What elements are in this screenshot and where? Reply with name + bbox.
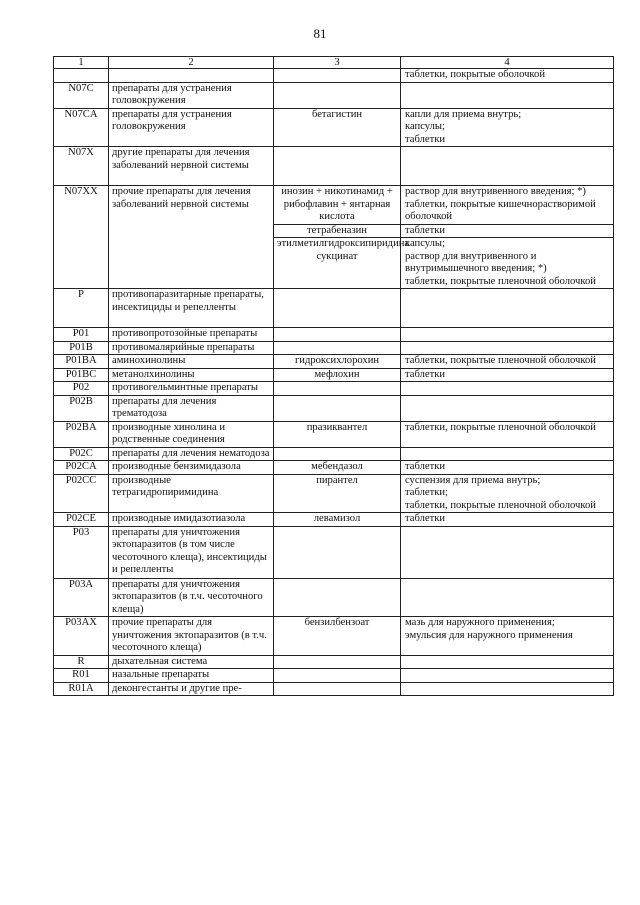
- substance-cell: [274, 82, 401, 108]
- code-cell: N07CA: [54, 108, 109, 147]
- form-cell: таблетки, покрытые пленочной оболочкой: [401, 355, 614, 369]
- code-cell: N07C: [54, 82, 109, 108]
- form-cell: раствор для внутривенного введения; *) таблетки, покрытые кишечнорастворимой оболочкой: [401, 186, 614, 225]
- table-row: [54, 368, 614, 382]
- code-cell: P: [54, 289, 109, 328]
- code-cell: P02CE: [54, 513, 109, 527]
- form-cell: [401, 328, 614, 342]
- name-cell: препараты для устранения головокружения: [109, 108, 274, 147]
- code-cell: P01: [54, 328, 109, 342]
- form-cell: таблетки: [401, 224, 614, 238]
- table-row: [54, 655, 614, 669]
- form-cell: [401, 382, 614, 396]
- substance-cell: [274, 669, 401, 683]
- code-cell: P01BC: [54, 368, 109, 382]
- code-cell: R01A: [54, 682, 109, 696]
- substance-cell: [274, 655, 401, 669]
- header-col-4: 4: [401, 57, 614, 69]
- substance-cell: инозин + никотинамид + рибофлавин + янтарная кислота: [274, 186, 401, 225]
- name-cell: препараты для устранения головокружения: [109, 82, 274, 108]
- form-cell: таблетки, покрытые пленочной оболочкой: [401, 421, 614, 447]
- table-row: [54, 447, 614, 461]
- name-cell: производные бензимидазола: [109, 461, 274, 475]
- table-row: [54, 108, 614, 147]
- code-cell: R: [54, 655, 109, 669]
- form-cell: суспензия для приема внутрь; таблетки; таблетки, покрытые пленочной оболочкой: [401, 474, 614, 513]
- form-cell: [401, 289, 614, 328]
- table-row: [54, 147, 614, 186]
- substance-cell: этилметилгидроксипиридина сукцинат: [274, 238, 401, 289]
- code-cell: P02CC: [54, 474, 109, 513]
- name-cell: препараты для лечения трематодоза: [109, 395, 274, 421]
- substance-cell: гидроксихлорохин: [274, 355, 401, 369]
- code-cell: N07X: [54, 147, 109, 186]
- substance-cell: левамизол: [274, 513, 401, 527]
- substance-cell: бензилбензоат: [274, 617, 401, 656]
- substance-cell: [274, 69, 401, 83]
- name-cell: противомалярийные препараты: [109, 341, 274, 355]
- table-row: [54, 526, 614, 578]
- table-row: [54, 395, 614, 421]
- code-cell: P02B: [54, 395, 109, 421]
- name-cell: препараты для лечения нематодоза: [109, 447, 274, 461]
- code-cell: P02: [54, 382, 109, 396]
- name-cell: аминохинолины: [109, 355, 274, 369]
- code-cell: P01BA: [54, 355, 109, 369]
- table-row: [54, 289, 614, 328]
- table-row: [54, 682, 614, 696]
- form-cell: мазь для наружного применения; эмульсия для наружного применения: [401, 617, 614, 656]
- form-cell: [401, 682, 614, 696]
- form-cell: капсулы; раствор для внутривенного и внутримышечного введения; *) таблетки, покрытые пленочной оболочкой: [401, 238, 614, 289]
- name-cell: производные тетрагидропиримидина: [109, 474, 274, 513]
- code-cell: P01B: [54, 341, 109, 355]
- code-cell: [54, 69, 109, 83]
- name-cell: противопротозойные препараты: [109, 328, 274, 342]
- substance-cell: [274, 147, 401, 186]
- substance-cell: [274, 682, 401, 696]
- substance-cell: пирантел: [274, 474, 401, 513]
- header-row: [54, 57, 614, 69]
- substance-cell: [274, 578, 401, 617]
- code-cell: P03A: [54, 578, 109, 617]
- form-cell: [401, 526, 614, 578]
- table-row: [54, 82, 614, 108]
- form-cell: [401, 395, 614, 421]
- substance-cell: мебендазол: [274, 461, 401, 475]
- table-row: [54, 617, 614, 656]
- form-cell: таблетки, покрытые оболочкой: [401, 69, 614, 83]
- form-cell: таблетки: [401, 461, 614, 475]
- name-cell: метанолхинолины: [109, 368, 274, 382]
- form-cell: таблетки: [401, 513, 614, 527]
- code-cell: P03: [54, 526, 109, 578]
- code-cell: P02C: [54, 447, 109, 461]
- table-row: [54, 474, 614, 513]
- substance-cell: [274, 341, 401, 355]
- substance-cell: [274, 382, 401, 396]
- name-cell: противогельминтные препараты: [109, 382, 274, 396]
- header-col-3: 3: [274, 57, 401, 69]
- table-row: [54, 461, 614, 475]
- table-row: [54, 382, 614, 396]
- code-cell: P03AX: [54, 617, 109, 656]
- code-cell: P02BA: [54, 421, 109, 447]
- name-cell: прочие препараты для уничтожения эктопаразитов (в т.ч. чесоточного клеща): [109, 617, 274, 656]
- form-cell: [401, 147, 614, 186]
- substance-cell: [274, 328, 401, 342]
- substance-cell: [274, 447, 401, 461]
- continuation-row: [54, 69, 614, 83]
- name-cell: препараты для уничтожения эктопаразитов (в т.ч. чесоточного клеща): [109, 578, 274, 617]
- table-row: [54, 186, 614, 225]
- form-cell: [401, 669, 614, 683]
- code-cell: N07XX: [54, 186, 109, 289]
- name-cell: производные имидазотиазола: [109, 513, 274, 527]
- name-cell: [109, 69, 274, 83]
- substance-cell: [274, 289, 401, 328]
- form-cell: [401, 578, 614, 617]
- name-cell: препараты для уничтожения эктопаразитов (в том числе чесоточного клеща), инсектициды и репелленты: [109, 526, 274, 578]
- header-col-2: 2: [109, 57, 274, 69]
- substance-cell: бетагистин: [274, 108, 401, 147]
- name-cell: противопаразитарные препараты, инсектициды и репелленты: [109, 289, 274, 328]
- substance-cell: тетрабеназин: [274, 224, 401, 238]
- name-cell: деконгестанты и другие пре-: [109, 682, 274, 696]
- substance-cell: [274, 395, 401, 421]
- name-cell: назальные препараты: [109, 669, 274, 683]
- substance-cell: [274, 526, 401, 578]
- form-cell: [401, 341, 614, 355]
- form-cell: [401, 82, 614, 108]
- name-cell: дыхательная система: [109, 655, 274, 669]
- table-row: [54, 578, 614, 617]
- form-cell: [401, 447, 614, 461]
- table-row: [54, 513, 614, 527]
- form-cell: [401, 655, 614, 669]
- table-row: [54, 341, 614, 355]
- substance-cell: мефлохин: [274, 368, 401, 382]
- code-cell: P02CA: [54, 461, 109, 475]
- drug-table: [53, 56, 614, 696]
- table-row: [54, 421, 614, 447]
- table-row: [54, 669, 614, 683]
- page-number: 81: [313, 26, 327, 41]
- form-cell: капли для приема внутрь; капсулы; таблетки: [401, 108, 614, 147]
- table-row: [54, 355, 614, 369]
- code-cell: R01: [54, 669, 109, 683]
- name-cell: прочие препараты для лечения заболеваний нервной системы: [109, 186, 274, 289]
- name-cell: производные хинолина и родственные соединения: [109, 421, 274, 447]
- substance-cell: празиквантел: [274, 421, 401, 447]
- form-cell: таблетки: [401, 368, 614, 382]
- table-row: [54, 328, 614, 342]
- header-col-1: 1: [54, 57, 109, 69]
- name-cell: другие препараты для лечения заболеваний нервной системы: [109, 147, 274, 186]
